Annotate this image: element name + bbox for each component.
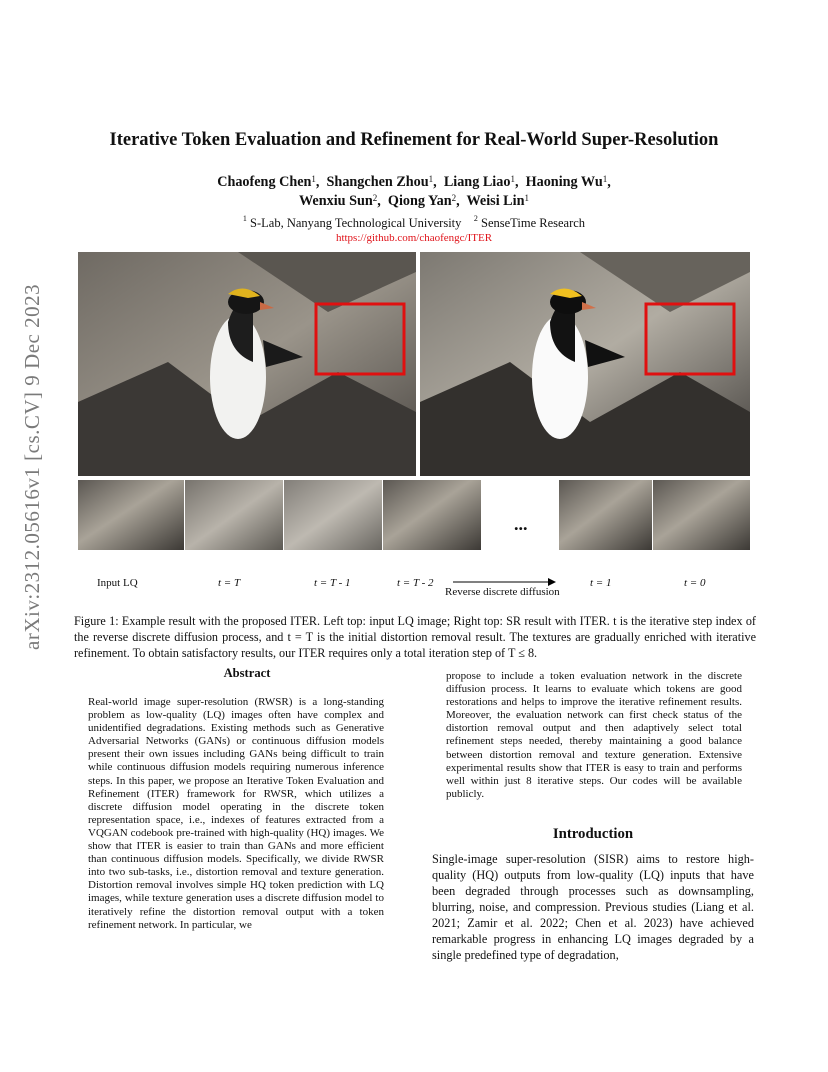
affiliation-mark: 1: [311, 174, 316, 184]
arxiv-identifier: arXiv:2312.05616v1 [cs.CV] 9 Dec 2023: [20, 283, 44, 650]
author-line-2: Wenxiu Sun$^2$, Qiong Yan$^2$, Weisi Lin$^1$: [299, 193, 529, 209]
affiliation-mark: 1: [602, 174, 608, 184]
author-name: Chaofeng Chen: [217, 174, 312, 190]
author-name: Qiong Yan: [387, 193, 452, 209]
introduction-heading: Introduction: [552, 826, 634, 842]
input-lq-image: [78, 252, 416, 476]
label-t-T: t = T: [218, 577, 241, 589]
crop-t-T: [185, 480, 283, 550]
crop-input-lq: [78, 480, 184, 550]
arrow-label: Reverse discrete diffusion: [445, 586, 560, 598]
label-t-T-2: t = T - 2: [397, 577, 434, 589]
author-line-1: Chaofeng Chen$^1$, Shangchen Zhou$^1$, Liang Liao$^1$, Haoning Wu$^1$,: [217, 174, 611, 190]
sr-result-image: [420, 252, 750, 476]
label-t-0: t = 0: [684, 577, 706, 589]
affiliations: [0, 216, 828, 231]
author-name: Wenxiu Sun: [299, 193, 373, 209]
affiliation-text: SenseTime Research: [481, 216, 586, 230]
code-link[interactable]: https://github.com/chaofengc/ITER: [335, 232, 493, 244]
author-name: Liang Liao: [443, 174, 511, 190]
figure-caption: Figure 1: Example result with the proposed ITER. Left top: input LQ image; Right top: SR result with ITER. t is the iterative step index of the reverse discrete diffusion process, and t = T is the initial distortion removal result. The textures are gradually enriched with iterative refinement. To obtain satisfactory results, our ITER requires only a total iteration step of T ≤ 8.: [74, 614, 756, 660]
label-t-1: t = 1: [590, 577, 612, 589]
author-list: [0, 173, 828, 211]
affiliation-mark: 1: [428, 174, 434, 184]
abstract-heading: Abstract: [223, 666, 271, 680]
paper-title: Iterative Token Evaluation and Refinement for Real-World Super-Resolution: [109, 130, 719, 150]
abstract-left-column: [88, 696, 384, 952]
affiliation-mark: 1: [524, 193, 529, 203]
author-name: Shangchen Zhou: [326, 174, 429, 190]
author-name: Haoning Wu: [525, 174, 603, 190]
affiliation-mark: 2: [372, 193, 378, 203]
abstract-text-part-1: Real-world image super-resolution (RWSR) is a long-standing problem as low-quality (LQ) images often have complex and unidentified degradations. Existing methods such as Generative Adversarial Networks (GANs) or continuous diffusion models present their own issues including GANs being difficult to train while continuous diffusion models requiring numerous inference steps. In this paper, we propose an Iterative Token Evaluation and Refinement (ITER) framework for RWSR, which utilizes a discrete diffusion model operating in the discrete token representation space, i.e., indexes of features extracted from a VQGAN codebook pre-trained with high-quality (HQ) images. We show that ITER is easier to train than GANs and more efficient than continuous diffusion models. Specifically, we divide RWSR into two sub-tasks, i.e., distortion removal and texture generation. Distortion removal involves simple HQ token prediction with LQ images, while texture generation uses a discrete diffusion model to iteratively refine the distortion removal output with a token refinement network. In particular, we: [88, 696, 384, 931]
affiliation-mark: 2: [451, 193, 457, 203]
abstract-text-part-2: propose to include a token evaluation network in the discrete diffusion process. It learns to evaluate which tokens are good restorations and helps to improve the iterative refinement results. Moreover, the evaluation network can first check status of the distortion removal output and then adaptively select total refinement steps needed, thereby maintaining a good balance between distortion removal and texture generation. Extensive experimental results show that ITER is easy to train and performs well within just 8 iterative steps. Our codes will be available publicly.: [446, 670, 742, 800]
crop-strip: [78, 480, 750, 550]
crop-t-0: [653, 480, 750, 550]
label-input-lq: Input LQ: [97, 577, 138, 589]
label-t-T-1: t = T - 1: [314, 577, 351, 589]
crop-t-1: [559, 480, 652, 550]
affiliation-text: S-Lab, Nanyang Technological University: [250, 216, 462, 230]
ellipsis: ...: [514, 514, 528, 534]
affiliation-mark: 1: [242, 214, 247, 223]
introduction-text: Single-image super-resolution (SISR) aims to restore high-quality (HQ) outputs from low-quality (LQ) inputs that have been degraded through processes such as downsampling, blurring, noise, and compression. Previous studies (Liang et al. 2021; Zamir et al. 2022; Chen et al. 2023) have achieved remarkable progress in enhancing LQ images degraded by a single predefined type of degradation,: [432, 852, 754, 962]
author-name: Weisi Lin: [466, 193, 525, 209]
figure-graphic: [78, 252, 750, 604]
abstract-right-column: [446, 670, 742, 804]
affiliation-mark: 1: [510, 174, 515, 184]
crop-t-T-2: [383, 480, 481, 550]
affiliation-mark: 2: [473, 214, 478, 223]
arrow-head-icon: [548, 578, 556, 586]
figure-1: [78, 252, 750, 604]
crop-t-T-1: [284, 480, 382, 550]
